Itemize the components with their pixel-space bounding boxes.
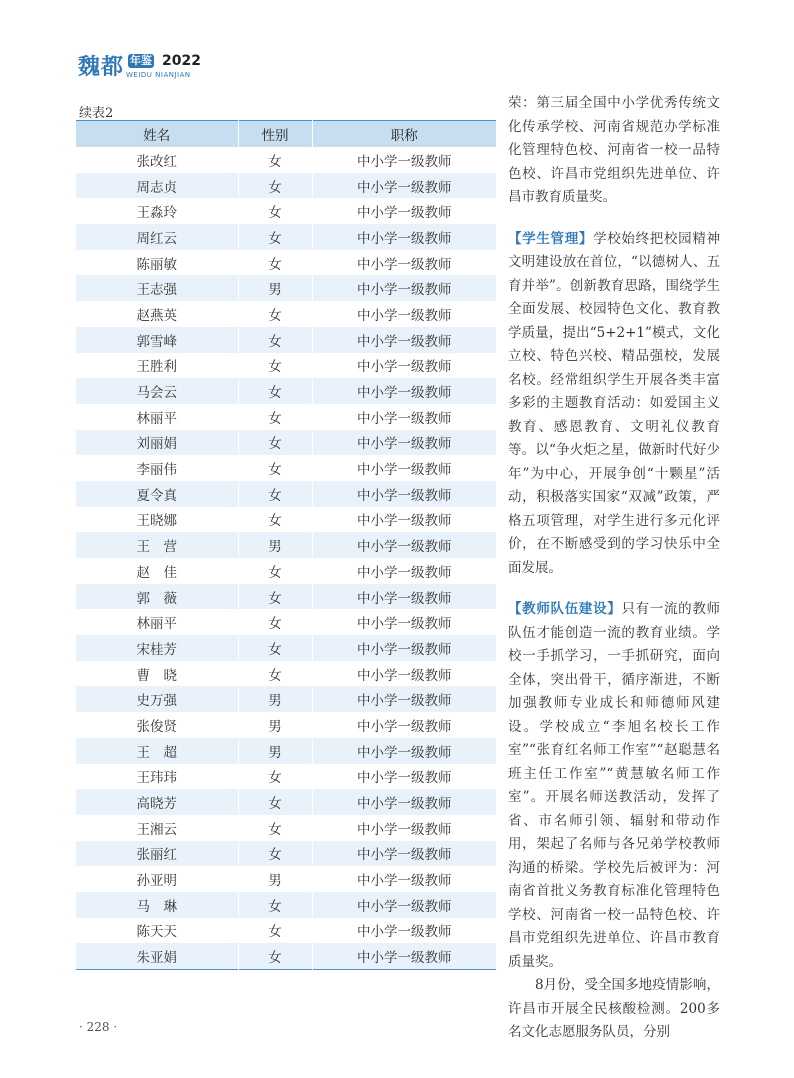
cell-name: 陈丽敏	[136, 256, 177, 273]
cell-gender: 男	[238, 712, 312, 738]
cell-name: 马 琳	[76, 892, 238, 918]
section-tag-teacher-team: 【教师队伍建设】	[508, 601, 622, 617]
cell-name: 张改红	[136, 153, 177, 170]
cell-title: 中小学一级教师	[312, 198, 496, 224]
section-body-student-management: 学校始终把校园精神文明建设放在首位，“以德树人、五育并举”。创新教育思路，围绕学生全面发展、校园特色文化、教育教学质量，提出“5+2+1”模式，文化立校、特色兴校、精品强校，发展名校。经常组织学生开展各类丰富多彩的主题教育活动：如爱国主义教育、感恩教育、文明礼仪教育等。以“争火炬之星，做新时代好少年”为中心，开展争创“十颗星”活动，积极落实国家“双减”政策，严格五项管理，对学生进行多元化评价，在不断感受到的学习快乐中全面发展。	[508, 230, 721, 576]
table-row	[76, 378, 496, 404]
cell-name: 赵 佳	[136, 564, 177, 581]
cell-gender: 女	[238, 507, 312, 533]
column-header-title: 职称	[312, 121, 496, 148]
cell-title: 中小学一级教师	[312, 789, 496, 815]
table-row	[76, 635, 496, 661]
table-row	[76, 275, 496, 301]
yearbook-logo-badge: 年鉴	[130, 54, 152, 67]
table-row	[76, 198, 496, 224]
table-row	[76, 866, 496, 892]
cell-title: 中小学一级教师	[312, 224, 496, 250]
table-row	[76, 430, 496, 456]
cell-name: 林丽平	[136, 410, 177, 427]
cell-gender: 男	[238, 686, 312, 712]
table-row	[76, 815, 496, 841]
cell-gender: 女	[238, 198, 312, 224]
cell-gender: 女	[238, 173, 312, 199]
cell-gender: 男	[238, 275, 312, 301]
section-teacher-team	[508, 598, 720, 974]
cell-name: 王玮玮	[136, 770, 177, 787]
table-row	[76, 841, 496, 867]
section-student-management	[508, 228, 720, 581]
cell-title: 中小学一级教师	[312, 404, 496, 430]
cell-name: 孙亚明	[136, 873, 177, 890]
cell-gender: 女	[238, 635, 312, 661]
table-row	[76, 353, 496, 379]
table-row	[76, 327, 496, 353]
cell-gender: 女	[238, 841, 312, 867]
cell-title: 中小学一级教师	[312, 661, 496, 687]
cell-name: 马会云	[76, 378, 238, 404]
table-row	[76, 584, 496, 610]
paragraph-honors: 荣：第三届全国中小学优秀传统文化传承学校、河南省规范办学标准化管理特色校、河南省一校一品特色校、许昌市党组织先进单位、许昌市教育质量奖。	[508, 95, 720, 205]
cell-title: 中小学一级教师	[312, 378, 496, 404]
cell-name: 周红云	[76, 224, 238, 250]
cell-gender: 女	[238, 301, 312, 327]
cell-gender: 女	[238, 892, 312, 918]
cell-name: 张俊贤	[136, 718, 177, 735]
cell-gender: 女	[238, 404, 312, 430]
cell-name: 刘丽娟	[76, 430, 238, 456]
table-row	[76, 558, 496, 584]
cell-gender: 女	[238, 147, 312, 173]
table-row	[76, 301, 496, 327]
cell-gender: 女	[238, 789, 312, 815]
cell-gender: 女	[238, 224, 312, 250]
section-body-teacher-team: 只有一流的教师队伍才能创造一流的教育业绩。学校一手抓学习，一手抓研究，面向全体，突出骨干，循序渐进，不断加强教师专业成长和师德师风建设。学校成立“李旭名校长工作室”“张育红名师工作室”“赵聪慧名班主任工作室”“黄慧敏名师工作室”。开展名师送教活动，发挥了省、市名师引领、辐射和带动作用，架起了名师与各兄弟学校教师沟通的桥梁。学校先后被评为：河南省首批义务教育标准化管理特色学校、河南省一校一品特色校、许昌市党组织先进单位、许昌市教育质量奖。	[508, 601, 721, 970]
cell-title: 中小学一级教师	[312, 353, 496, 379]
paragraph-spacer	[508, 580, 720, 598]
cell-title: 中小学一级教师	[312, 584, 496, 610]
cell-name: 王淼玲	[136, 205, 177, 222]
cell-title: 中小学一级教师	[312, 301, 496, 327]
table-row	[76, 507, 496, 533]
cell-gender: 女	[238, 584, 312, 610]
table-caption: 续表2	[79, 106, 114, 121]
cell-title: 中小学一级教师	[312, 815, 496, 841]
cell-name: 陈天天	[136, 924, 177, 941]
cell-name: 王志强	[76, 275, 238, 301]
cell-title: 中小学一级教师	[312, 275, 496, 301]
cell-name: 宋桂芳	[76, 635, 238, 661]
cell-gender: 男	[238, 532, 312, 558]
cell-title: 中小学一级教师	[312, 918, 496, 944]
table-row	[76, 686, 496, 712]
cell-title: 中小学一级教师	[312, 686, 496, 712]
cell-gender: 女	[238, 353, 312, 379]
cell-title: 中小学一级教师	[312, 635, 496, 661]
cell-name: 王 超	[76, 738, 238, 764]
cell-name: 李丽伟	[136, 462, 177, 479]
staff-title-table	[76, 120, 496, 970]
cell-title: 中小学一级教师	[312, 866, 496, 892]
cell-title: 中小学一级教师	[312, 250, 496, 276]
cell-name: 王胜利	[136, 359, 177, 376]
cell-title: 中小学一级教师	[312, 558, 496, 584]
cell-title: 中小学一级教师	[312, 532, 496, 558]
table-row	[76, 712, 496, 738]
cell-gender: 女	[238, 609, 312, 635]
yearbook-subtitle: WEIDU NIANJIAN	[126, 71, 191, 79]
cell-name: 曹 晓	[136, 667, 177, 684]
table-body	[76, 147, 496, 970]
cell-title: 中小学一级教师	[312, 943, 496, 969]
cell-gender: 女	[238, 661, 312, 687]
cell-name: 周志贞	[76, 173, 238, 199]
cell-name: 高晓芳	[76, 789, 238, 815]
cell-name: 张丽红	[76, 841, 238, 867]
table-row	[76, 738, 496, 764]
cell-title: 中小学一级教师	[312, 327, 496, 353]
cell-title: 中小学一级教师	[312, 147, 496, 173]
section-tag-student-management: 【学生管理】	[508, 230, 594, 247]
cell-gender: 女	[238, 430, 312, 456]
cell-gender: 女	[238, 918, 312, 944]
cell-gender: 女	[238, 481, 312, 507]
cell-title: 中小学一级教师	[312, 455, 496, 481]
column-header-gender: 性别	[238, 121, 312, 148]
cell-gender: 女	[238, 250, 312, 276]
cell-title: 中小学一级教师	[312, 430, 496, 456]
table-row	[76, 224, 496, 250]
cell-name: 王 营	[76, 532, 238, 558]
paragraph-spacer	[508, 210, 720, 228]
table-row	[76, 918, 496, 944]
table-row	[76, 173, 496, 199]
cell-title: 中小学一级教师	[312, 712, 496, 738]
table-row	[76, 455, 496, 481]
yearbook-logo: 魏都	[78, 55, 125, 80]
cell-title: 中小学一级教师	[312, 892, 496, 918]
column-header-name: 姓名	[76, 121, 238, 148]
table-row	[76, 764, 496, 790]
cell-name: 王晓娜	[136, 513, 177, 530]
cell-name: 林丽平	[136, 616, 177, 633]
table-row	[76, 532, 496, 558]
cell-name: 赵燕英	[136, 307, 177, 324]
cell-title: 中小学一级教师	[312, 481, 496, 507]
cell-gender: 女	[238, 764, 312, 790]
yearbook-year: 2022	[162, 53, 201, 69]
cell-gender: 女	[238, 558, 312, 584]
cell-gender: 女	[238, 815, 312, 841]
article-column	[508, 92, 720, 1045]
table-row	[76, 892, 496, 918]
cell-name: 郭 薇	[76, 584, 238, 610]
table-header-row	[76, 121, 496, 148]
cell-title: 中小学一级教师	[312, 609, 496, 635]
cell-gender: 女	[238, 455, 312, 481]
table-row	[76, 609, 496, 635]
table-row	[76, 147, 496, 173]
cell-gender: 女	[238, 943, 312, 969]
cell-name: 夏令真	[76, 481, 238, 507]
cell-title: 中小学一级教师	[312, 738, 496, 764]
cell-name: 郭雪峰	[76, 327, 238, 353]
cell-gender: 女	[238, 378, 312, 404]
table-row	[76, 943, 496, 969]
page-number: · 228 ·	[79, 1020, 118, 1034]
paragraph-nucleic-testing: 8月份，受全国多地疫情影响，许昌市开展全民核酸检测。200多名文化志愿服务队员，分别	[508, 977, 720, 1040]
table-row	[76, 404, 496, 430]
cell-gender: 女	[238, 327, 312, 353]
cell-name: 王湘云	[136, 821, 177, 838]
cell-gender: 男	[238, 738, 312, 764]
table-row	[76, 661, 496, 687]
cell-title: 中小学一级教师	[312, 173, 496, 199]
table-row	[76, 789, 496, 815]
cell-title: 中小学一级教师	[312, 507, 496, 533]
cell-title: 中小学一级教师	[312, 764, 496, 790]
table-row	[76, 250, 496, 276]
cell-name: 朱亚娟	[76, 943, 238, 969]
cell-title: 中小学一级教师	[312, 841, 496, 867]
cell-name: 史万强	[76, 686, 238, 712]
table-row	[76, 481, 496, 507]
cell-gender: 男	[238, 866, 312, 892]
